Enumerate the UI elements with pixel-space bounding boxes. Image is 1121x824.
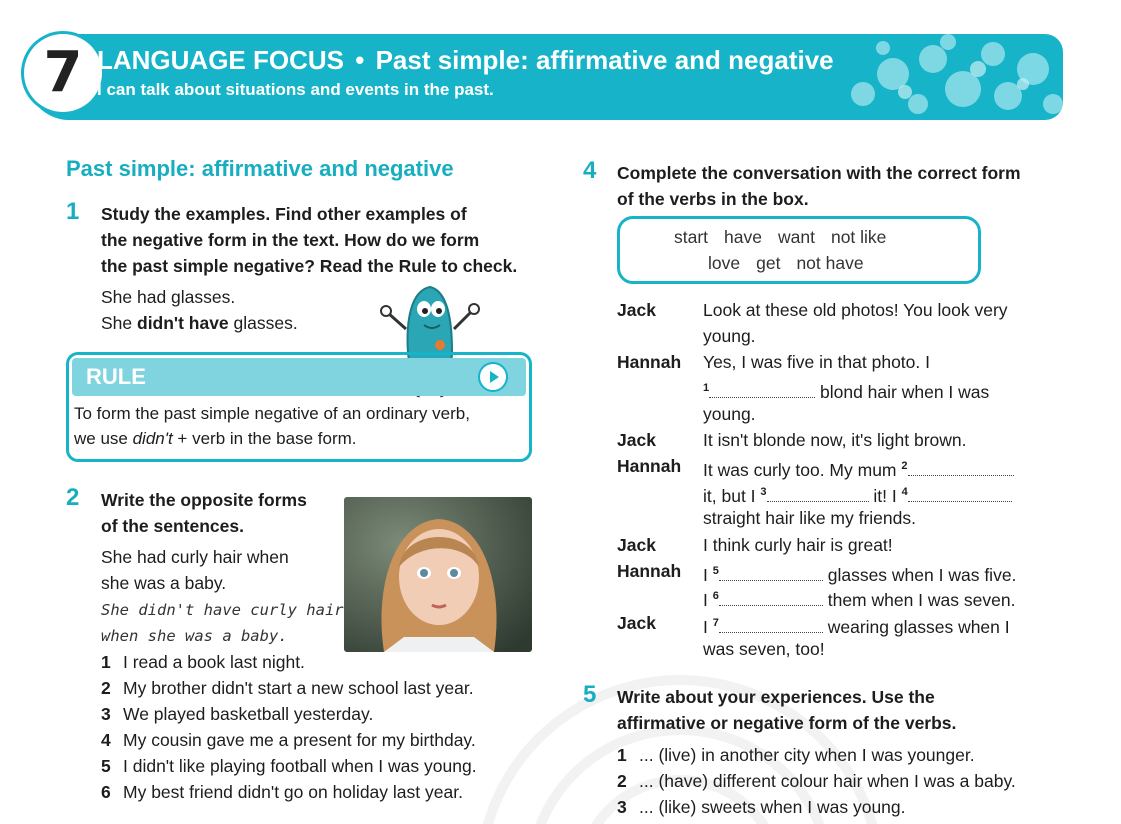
- dialogue-text: I: [703, 589, 713, 610]
- speaker-hannah: Hannah: [617, 561, 682, 581]
- answer-line: She didn't have curly hair: [101, 601, 344, 619]
- verb-row-2: [708, 253, 880, 274]
- speaker-jack: Jack: [617, 613, 656, 633]
- verb-item: not have: [796, 253, 864, 273]
- gap-number: 1: [703, 382, 710, 394]
- list-item: [101, 727, 477, 753]
- gap-blank[interactable]: [719, 565, 823, 581]
- instruction-line: Study the examples. Find other examples of: [101, 204, 467, 224]
- rule-text-part: + verb in the base form.: [172, 429, 357, 448]
- rule-line-2: [74, 426, 526, 451]
- gap-blank[interactable]: [719, 617, 823, 633]
- dialogue-text: I: [703, 564, 713, 585]
- rule-label: RULE: [86, 364, 146, 389]
- section-title: Past simple: affirmative and negative: [66, 156, 454, 181]
- unit-number-badge: [24, 34, 102, 112]
- exercise-2-answer: [101, 597, 344, 649]
- gap-number: 2: [901, 460, 908, 472]
- dialogue-text: It was curly too. My mum: [703, 459, 902, 480]
- gap-blank[interactable]: [767, 486, 869, 502]
- gap-number: 3: [760, 486, 767, 498]
- banner-subtitle: I can talk about situations and events in the past.: [97, 80, 494, 99]
- instruction-line: the past simple negative? Read the Rule to check.: [101, 256, 518, 276]
- list-item: [101, 701, 477, 727]
- example-text: She: [101, 313, 137, 333]
- photo-image: [344, 497, 532, 652]
- gap-number: 6: [712, 590, 719, 602]
- unit-number: 7: [43, 40, 83, 105]
- dialogue-text: blond hair when I was: [815, 381, 990, 402]
- rule-italic: didn't: [132, 429, 173, 448]
- item-text: I read a book last night.: [123, 652, 305, 672]
- answer-line: when she was a baby.: [101, 627, 288, 645]
- instruction-line: of the verbs in the box.: [617, 189, 809, 209]
- gap-number: 4: [901, 486, 908, 498]
- exercise-1-number: 1: [66, 198, 80, 225]
- gap-blank[interactable]: [709, 382, 815, 398]
- dialogue-text: glasses when I was five.: [822, 564, 1017, 585]
- exercise-2-example: [101, 544, 289, 596]
- speaker-jack: Jack: [617, 430, 656, 450]
- instruction-line: Write the opposite forms: [101, 490, 307, 510]
- exercise-5-number: 5: [583, 681, 597, 708]
- dialogue-text: I: [703, 616, 713, 637]
- item-number: 2: [101, 678, 111, 698]
- verb-item: want: [778, 227, 815, 247]
- item-number: 1: [101, 652, 111, 672]
- gap-blank[interactable]: [719, 590, 823, 606]
- rule-line-1: To form the past simple negative of an ordinary verb,: [74, 404, 470, 423]
- item-text: My best friend didn't go on holiday last year.: [123, 782, 463, 802]
- dialogue-line: was seven, too!: [703, 639, 825, 659]
- dialogue-text: it, but I: [703, 485, 761, 506]
- dialogue-text: wearing glasses when I: [822, 616, 1010, 637]
- verb-item: get: [756, 253, 781, 273]
- dialogue-line: Look at these old photos! You look very: [703, 300, 1008, 320]
- gap-blank[interactable]: [908, 460, 1014, 476]
- focus-label: LANGUAGE FOCUS: [97, 45, 344, 75]
- banner-title: [97, 45, 834, 76]
- item-text: ... (like) sweets when I was young.: [639, 797, 906, 817]
- list-item: [101, 675, 477, 701]
- list-item: [101, 753, 477, 779]
- item-text: ... (have) different colour hair when I was a baby.: [639, 771, 1016, 791]
- item-number: 3: [101, 704, 111, 724]
- play-icon[interactable]: [478, 362, 508, 392]
- exercise-1-instruction: [101, 201, 517, 279]
- item-number: 4: [101, 730, 111, 750]
- dialogue-text: them when I was seven.: [822, 589, 1016, 610]
- item-number: 6: [101, 782, 111, 802]
- item-text: I didn't like playing football when I was young.: [123, 756, 477, 776]
- exercise-4-number: 4: [583, 157, 597, 184]
- item-text: My brother didn't start a new school last year.: [123, 678, 474, 698]
- verb-item: not like: [830, 227, 887, 247]
- topic-title: Past simple: affirmative and negative: [375, 45, 834, 75]
- instruction-line: of the sentences.: [101, 516, 244, 536]
- example-line: She had curly hair when: [101, 547, 289, 567]
- item-text: My cousin gave me a present for my birthday.: [123, 730, 476, 750]
- list-item: [101, 779, 477, 805]
- item-text: We played basketball yesterday.: [123, 704, 374, 724]
- item-text: ... (live) in another city when I was younger.: [639, 745, 975, 765]
- list-item: [617, 742, 1016, 768]
- exercise-5-instruction: [617, 684, 956, 736]
- item-number: 2: [617, 771, 627, 791]
- dialogue-line: I think curly hair is great!: [703, 535, 893, 555]
- example-sentence-1: She had glasses.: [101, 287, 236, 307]
- dialogue-line: [703, 583, 1015, 613]
- list-item: [101, 649, 477, 675]
- title-separator: •: [355, 45, 365, 75]
- verb-item: have: [724, 227, 762, 247]
- dialogue-line: It isn't blonde now, it's light brown.: [703, 430, 967, 450]
- rule-text: [74, 401, 526, 451]
- exercise-2-number: 2: [66, 484, 80, 511]
- exercise-2-instruction: [101, 487, 307, 539]
- example-sentence-2: [101, 310, 298, 336]
- verb-item: love: [708, 253, 741, 273]
- gap-number: 7: [712, 617, 719, 629]
- rule-text-part: we use: [74, 429, 133, 448]
- example-line: she was a baby.: [101, 573, 227, 593]
- gap-blank[interactable]: [908, 486, 1012, 502]
- instruction-line: Write about your experiences. Use the: [617, 687, 935, 707]
- gap-number: 5: [712, 565, 719, 577]
- exercise-5-list: [617, 742, 1016, 820]
- instruction-line: the negative form in the text. How do we form: [101, 230, 480, 250]
- example-bold: didn't have: [137, 313, 229, 333]
- exercise-4-instruction: [617, 160, 1021, 212]
- verb-item: start: [674, 227, 709, 247]
- dialogue-line: straight hair like my friends.: [703, 508, 916, 528]
- list-item: [617, 768, 1016, 794]
- dialogue-text: it! I: [868, 485, 902, 506]
- item-number: 1: [617, 745, 627, 765]
- dialogue-line: young.: [703, 326, 756, 346]
- verb-row-1: [674, 227, 902, 248]
- list-item: [617, 794, 1016, 820]
- instruction-line: affirmative or negative form of the verbs.: [617, 713, 957, 733]
- decorative-dots-icon: [823, 34, 1063, 120]
- speaker-jack: Jack: [617, 535, 656, 555]
- speaker-jack: Jack: [617, 300, 656, 320]
- dialogue-line: young.: [703, 404, 756, 424]
- speaker-hannah: Hannah: [617, 456, 682, 476]
- instruction-line: Complete the conversation with the correct form: [617, 163, 1021, 183]
- item-number: 5: [101, 756, 111, 776]
- speaker-hannah: Hannah: [617, 352, 682, 372]
- example-text: glasses.: [228, 313, 298, 333]
- dialogue-line: Yes, I was five in that photo. I: [703, 352, 930, 372]
- item-number: 3: [617, 797, 627, 817]
- exercise-2-list: [101, 649, 477, 805]
